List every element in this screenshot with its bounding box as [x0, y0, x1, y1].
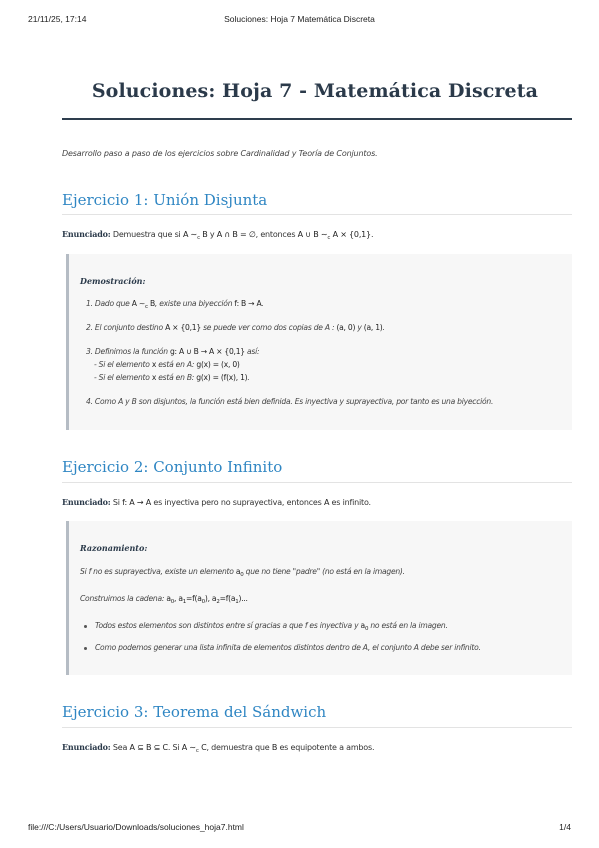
math-sub: c: [195, 748, 199, 754]
reasoning-line-1: [80, 567, 405, 576]
exercise-2-statement: [62, 497, 371, 507]
statement-text: Sea: [110, 743, 130, 752]
step-text: y: [355, 323, 364, 332]
math-expr: A ∼: [131, 299, 146, 308]
math-expr: a: [166, 594, 171, 603]
step-text: está en A:: [156, 360, 197, 369]
title-divider: [62, 118, 572, 120]
page-title: Soluciones: Hoja 7 - Matemática Discreta: [91, 80, 538, 102]
reasoning-bullet-1: [95, 621, 448, 630]
reasoning-box: [66, 521, 572, 675]
math-expr: (a, 0): [336, 323, 356, 332]
math-expr: A ∩ B = ∅: [216, 230, 256, 239]
step-number: 3.: [86, 347, 93, 356]
statement-text: es infinito.: [329, 498, 371, 507]
math-sub: 2: [216, 599, 220, 605]
proof-step-3-case-a: [94, 360, 240, 369]
statement-text: Si: [110, 498, 123, 507]
math-expr: A ∪ B ∼: [297, 230, 328, 239]
step-text: Definimos la función: [94, 347, 170, 356]
step-text: - Si el elemento: [94, 360, 152, 369]
exercise-3-heading: Ejercicio 3: Teorema del Sándwich: [62, 703, 327, 721]
exercise-1-heading: Ejercicio 1: Unión Disjunta: [62, 191, 268, 209]
bullet-dot: [84, 647, 87, 650]
step-text: así:: [244, 347, 260, 356]
math-expr: , a: [174, 594, 183, 603]
step-text: Dado que: [94, 299, 132, 308]
step-text: , existe una biyección: [154, 299, 235, 308]
statement-text: Demuestra que si: [110, 230, 183, 239]
reasoning-line-2: [80, 594, 248, 603]
math-expr: =f(a: [185, 594, 202, 603]
math-expr: f: B → A: [234, 299, 262, 308]
proof-step-3-case-b: [94, 373, 250, 382]
math-expr: A: [323, 498, 330, 507]
math-expr: B: [271, 743, 278, 752]
page-number: 1/4: [559, 822, 571, 832]
math-sub: 1: [235, 599, 239, 605]
proof-step-3: [86, 347, 259, 356]
math-expr: A × {0,1}: [330, 230, 371, 239]
bullet-dot: [84, 625, 87, 628]
step-text: está en B:: [156, 373, 197, 382]
statement-text: es inyectiva pero no suprayectiva, entonces: [151, 498, 324, 507]
math-expr: ), a: [204, 594, 217, 603]
step-text: .: [261, 299, 264, 308]
math-expr: g(x) = (f(x), 1): [196, 373, 248, 382]
math-sub: c: [145, 304, 148, 310]
print-date: 21/11/25, 17:14: [28, 14, 87, 24]
print-header: [28, 14, 571, 26]
math-expr: C: [198, 743, 207, 752]
math-sub: c: [327, 235, 331, 241]
math-expr: a: [235, 567, 241, 576]
math-expr: (a, 1): [363, 323, 383, 332]
statement-text: . Si: [167, 743, 182, 752]
exercise-1-divider: [62, 214, 572, 215]
math-sub: 1: [182, 599, 186, 605]
math-sub: 0: [240, 572, 244, 578]
reasoning-text: Todos estos elementos son distintos entre sí gracias a que f es inyectiva y: [95, 621, 361, 630]
math-sub: 0: [201, 599, 205, 605]
intro-text: Desarrollo paso a paso de los ejercicios sobre Cardinalidad y Teoría de Conjuntos.: [62, 149, 378, 158]
statement-label: Enunciado:: [62, 742, 111, 752]
exercise-3-statement: [62, 742, 374, 752]
math-expr: f: A → A: [122, 498, 152, 507]
proof-step-4: [86, 397, 493, 406]
math-expr: A ∼: [181, 743, 196, 752]
file-path: file:///C:/Users/Usuario/Downloads/soluciones_hoja7.html: [28, 822, 244, 832]
step-text: .: [247, 373, 250, 382]
math-sub: c: [197, 235, 200, 241]
reasoning-bullet-2: [95, 643, 481, 652]
math-expr: g: A ∪ B → A × {0,1}: [169, 347, 245, 356]
math-sub: 0: [364, 626, 369, 632]
proof-step-1: [86, 299, 264, 308]
math-expr: g(x) = (x, 0): [196, 360, 240, 369]
statement-label: Enunciado:: [62, 497, 111, 507]
step-text: se puede ver como dos copias de A :: [200, 323, 337, 332]
statement-text: es equipotente a ambos.: [277, 743, 375, 752]
math-expr: B: [147, 299, 155, 308]
print-footer: [28, 822, 571, 834]
statement-text: y: [207, 230, 217, 239]
reasoning-text: Si f no es suprayectiva, existe un elemento: [80, 567, 236, 576]
proof-box: [66, 254, 572, 430]
step-text: Como A y B son disjuntos, la función está bien definida. Es inyectiva y suprayectiva, por tanto es una biyección.: [94, 397, 494, 406]
reasoning-title: Razonamiento:: [80, 543, 148, 553]
step-number: 4.: [86, 397, 93, 406]
math-expr: )...: [238, 594, 248, 603]
math-expr: B: [199, 230, 208, 239]
math-expr: A ⊆ B ⊆ C: [129, 743, 168, 752]
exercise-2-divider: [62, 482, 572, 483]
math-expr: x: [151, 360, 157, 369]
exercise-2-heading: Ejercicio 2: Conjunto Infinito: [62, 458, 283, 476]
reasoning-text: Construimos la cadena:: [80, 594, 167, 603]
statement-text: .: [370, 230, 374, 239]
statement-label: Enunciado:: [62, 229, 111, 239]
math-expr: x: [151, 373, 157, 382]
reasoning-text: Como podemos generar una lista infinita de elementos distintos dentro de A, el conjunto A debe ser infinito.: [95, 643, 481, 652]
reasoning-text: que no tiene "padre" (no está en la imagen).: [243, 567, 405, 576]
math-expr: =f(a: [219, 594, 236, 603]
step-text: - Si el elemento: [94, 373, 152, 382]
step-text: .: [382, 323, 385, 332]
reasoning-text: no está en la imagen.: [368, 621, 448, 630]
math-expr: a: [360, 621, 365, 630]
exercise-3-divider: [62, 727, 572, 728]
step-number: 2.: [86, 323, 93, 332]
step-text: El conjunto destino: [94, 323, 166, 332]
proof-title: Demostración:: [80, 276, 146, 286]
math-expr: A × {0,1}: [165, 323, 201, 332]
exercise-1-statement: [62, 229, 373, 239]
proof-step-2: [86, 323, 385, 332]
math-expr: A ∼: [182, 230, 198, 239]
statement-text: , demuestra que: [206, 743, 272, 752]
math-sub: 0: [170, 599, 174, 605]
step-number: 1.: [86, 299, 93, 308]
statement-text: , entonces: [255, 230, 298, 239]
print-header-title: Soluciones: Hoja 7 Matemática Discreta: [224, 14, 375, 24]
